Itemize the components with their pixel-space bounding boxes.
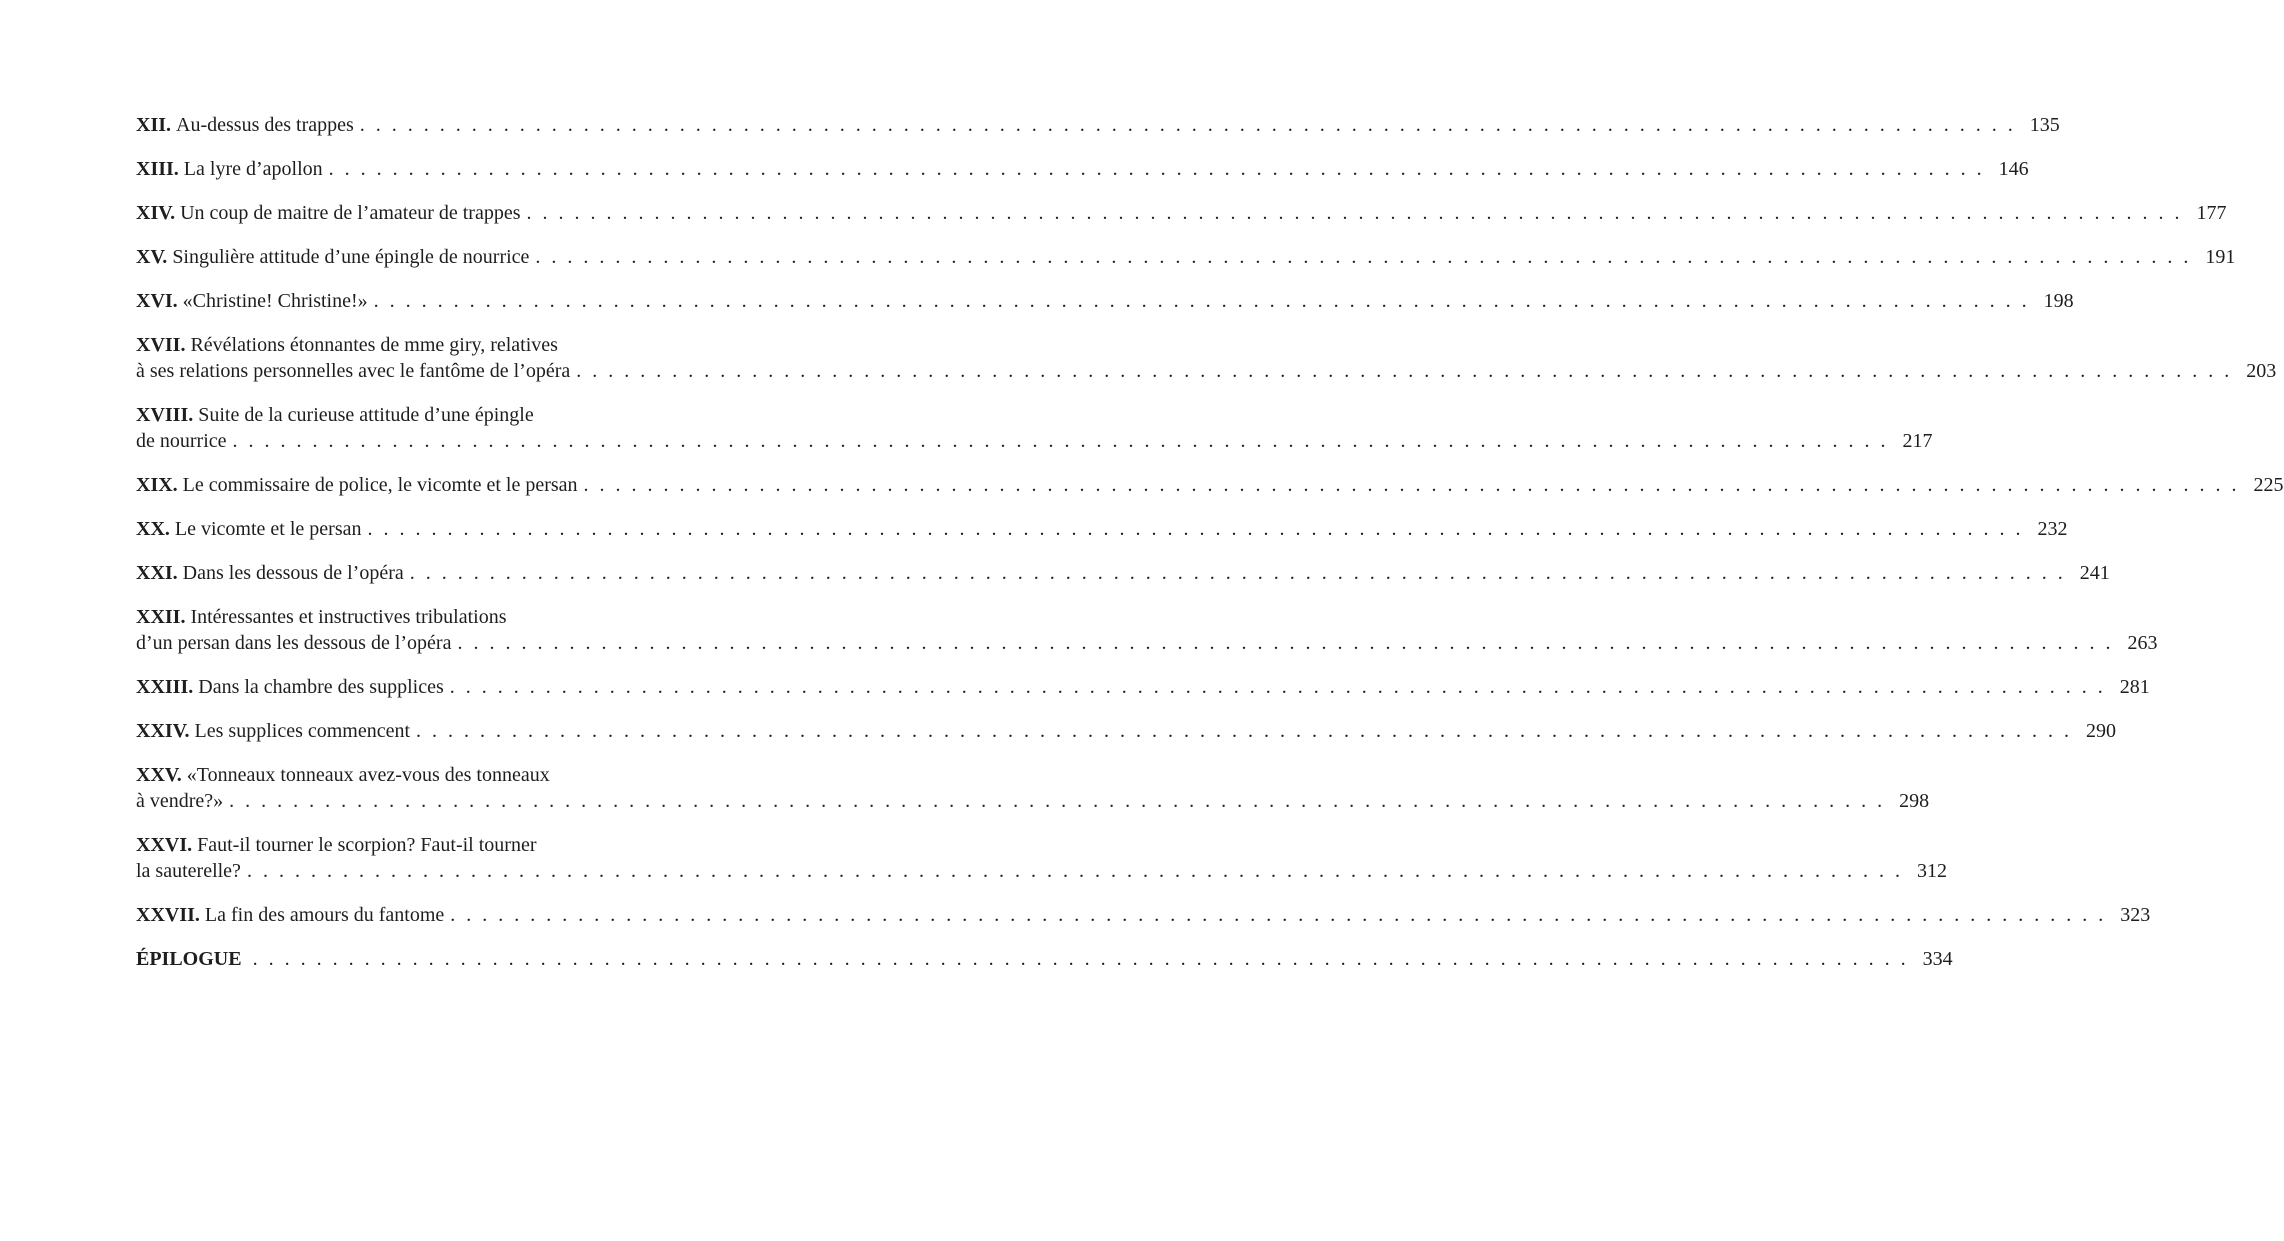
page-number: 312 bbox=[1916, 860, 1947, 882]
toc-line bbox=[136, 200, 2227, 226]
chapter-title: Singulière attitude d’une épingle de nourrice bbox=[172, 246, 530, 268]
toc-line bbox=[136, 288, 2074, 314]
dot-leader bbox=[360, 112, 2016, 138]
chapter-number: XII. bbox=[136, 114, 172, 136]
toc-entry bbox=[136, 946, 1953, 972]
toc-line bbox=[136, 788, 1930, 814]
toc-line bbox=[136, 402, 721, 428]
dot-leader bbox=[253, 946, 1909, 972]
page-number: 203 bbox=[2246, 360, 2277, 382]
page-number: 241 bbox=[2079, 562, 2110, 584]
toc-line bbox=[136, 902, 2151, 928]
toc-line bbox=[136, 630, 2158, 656]
chapter-number: XVII. bbox=[136, 334, 186, 356]
chapter-title: de nourrice bbox=[136, 430, 227, 452]
toc-entry bbox=[136, 244, 2236, 270]
toc-entry bbox=[136, 832, 1947, 884]
page-number: 323 bbox=[2120, 904, 2151, 926]
chapter-title: «Christine! Christine!» bbox=[182, 290, 368, 312]
toc-entry bbox=[136, 288, 2074, 314]
chapter-title: Dans la chambre des supplices bbox=[198, 676, 444, 698]
toc-entry bbox=[136, 156, 2029, 182]
chapter-title: Intéressantes et instructives tribulations bbox=[190, 606, 507, 628]
chapter-number: XX. bbox=[136, 518, 170, 540]
toc-line bbox=[136, 112, 2060, 138]
chapter-number: XVIII. bbox=[136, 404, 194, 426]
dot-leader bbox=[229, 788, 1885, 814]
toc-line bbox=[136, 718, 2117, 744]
toc-line bbox=[136, 560, 2110, 586]
toc-line bbox=[136, 832, 721, 858]
chapter-number: XXVI. bbox=[136, 834, 193, 856]
chapter-title: «Tonneaux tonneaux avez-vous des tonneaux bbox=[186, 764, 550, 786]
page-number: 290 bbox=[2086, 720, 2117, 742]
chapter-number: XXII. bbox=[136, 606, 186, 628]
toc-line bbox=[136, 674, 2150, 700]
toc-entry bbox=[136, 402, 1933, 454]
dot-leader bbox=[374, 288, 2030, 314]
page-number: 146 bbox=[1998, 158, 2029, 180]
toc-entry bbox=[136, 762, 1930, 814]
chapter-number: XXI. bbox=[136, 562, 178, 584]
dot-leader bbox=[247, 858, 1903, 884]
page-number: 198 bbox=[2043, 290, 2074, 312]
page-number: 298 bbox=[1899, 790, 1930, 812]
toc-line bbox=[136, 428, 1933, 454]
chapter-title: La lyre d’apollon bbox=[183, 158, 323, 180]
dot-leader bbox=[527, 200, 2183, 226]
page-number: 225 bbox=[2253, 474, 2284, 496]
toc-entry bbox=[136, 718, 2117, 744]
dot-leader bbox=[410, 560, 2066, 586]
toc-entry bbox=[136, 516, 2068, 542]
chapter-number: XIX. bbox=[136, 474, 178, 496]
toc-line bbox=[136, 858, 1947, 884]
toc-line bbox=[136, 244, 2236, 270]
page-number: 334 bbox=[1922, 948, 1953, 970]
chapter-title: Faut-il tourner le scorpion? Faut-il tourner bbox=[197, 834, 537, 856]
chapter-title: Suite de la curieuse attitude d’une épingle bbox=[198, 404, 534, 426]
chapter-number: XXIII. bbox=[136, 676, 194, 698]
toc-line bbox=[136, 472, 2284, 498]
toc-entry bbox=[136, 112, 2060, 138]
toc-line bbox=[136, 332, 721, 358]
dot-leader bbox=[535, 244, 2191, 270]
toc-entry bbox=[136, 674, 2150, 700]
toc-entry bbox=[136, 902, 2151, 928]
chapter-title: Les supplices commencent bbox=[194, 720, 411, 742]
toc-entry bbox=[136, 332, 2277, 384]
chapter-number: XXIV. bbox=[136, 720, 190, 742]
dot-leader bbox=[457, 630, 2113, 656]
dot-leader bbox=[329, 156, 1985, 182]
toc-line bbox=[136, 516, 2068, 542]
chapter-title: à ses relations personnelles avec le fantôme de l’opéra bbox=[136, 360, 571, 382]
toc-line bbox=[136, 946, 1953, 972]
chapter-number: XXV. bbox=[136, 764, 182, 786]
page-number: 263 bbox=[2127, 632, 2158, 654]
page-number: 135 bbox=[2029, 114, 2060, 136]
chapter-title: Au-dessus des trappes bbox=[176, 114, 354, 136]
table-of-contents bbox=[136, 112, 2284, 990]
chapter-title: Le commissaire de police, le vicomte et le persan bbox=[182, 474, 578, 496]
dot-leader bbox=[576, 358, 2232, 384]
page-number: 232 bbox=[2037, 518, 2068, 540]
chapter-number: XV. bbox=[136, 246, 168, 268]
page-number: 177 bbox=[2196, 202, 2227, 224]
toc-line bbox=[136, 156, 2029, 182]
toc-entry bbox=[136, 560, 2110, 586]
dot-leader bbox=[416, 718, 2072, 744]
chapter-number: ÉPILOGUE bbox=[136, 948, 242, 970]
toc-line bbox=[136, 358, 2277, 384]
chapter-title: La fin des amours du fantome bbox=[204, 904, 445, 926]
chapter-title: Le vicomte et le persan bbox=[174, 518, 362, 540]
toc-entry bbox=[136, 200, 2227, 226]
toc-entry bbox=[136, 604, 2158, 656]
toc-entry bbox=[136, 472, 2284, 498]
chapter-number: XXVII. bbox=[136, 904, 200, 926]
page-number: 217 bbox=[1902, 430, 1933, 452]
dot-leader bbox=[233, 428, 1889, 454]
dot-leader bbox=[367, 516, 2023, 542]
chapter-title: Révélations étonnantes de mme giry, relatives bbox=[190, 334, 558, 356]
toc-line bbox=[136, 762, 721, 788]
dot-leader bbox=[450, 674, 2106, 700]
page-number: 281 bbox=[2119, 676, 2150, 698]
chapter-number: XVI. bbox=[136, 290, 178, 312]
dot-leader bbox=[584, 472, 2240, 498]
chapter-title: à vendre?» bbox=[136, 790, 224, 812]
dot-leader bbox=[450, 902, 2106, 928]
chapter-title: Un coup de maitre de l’amateur de trappes bbox=[180, 202, 521, 224]
chapter-title: d’un persan dans les dessous de l’opéra bbox=[136, 632, 452, 654]
page-number: 191 bbox=[2205, 246, 2236, 268]
toc-line bbox=[136, 604, 721, 630]
chapter-number: XIV. bbox=[136, 202, 176, 224]
chapter-title: Dans les dessous de l’opéra bbox=[182, 562, 404, 584]
chapter-title: la sauterelle? bbox=[136, 860, 241, 882]
chapter-number: XIII. bbox=[136, 158, 179, 180]
